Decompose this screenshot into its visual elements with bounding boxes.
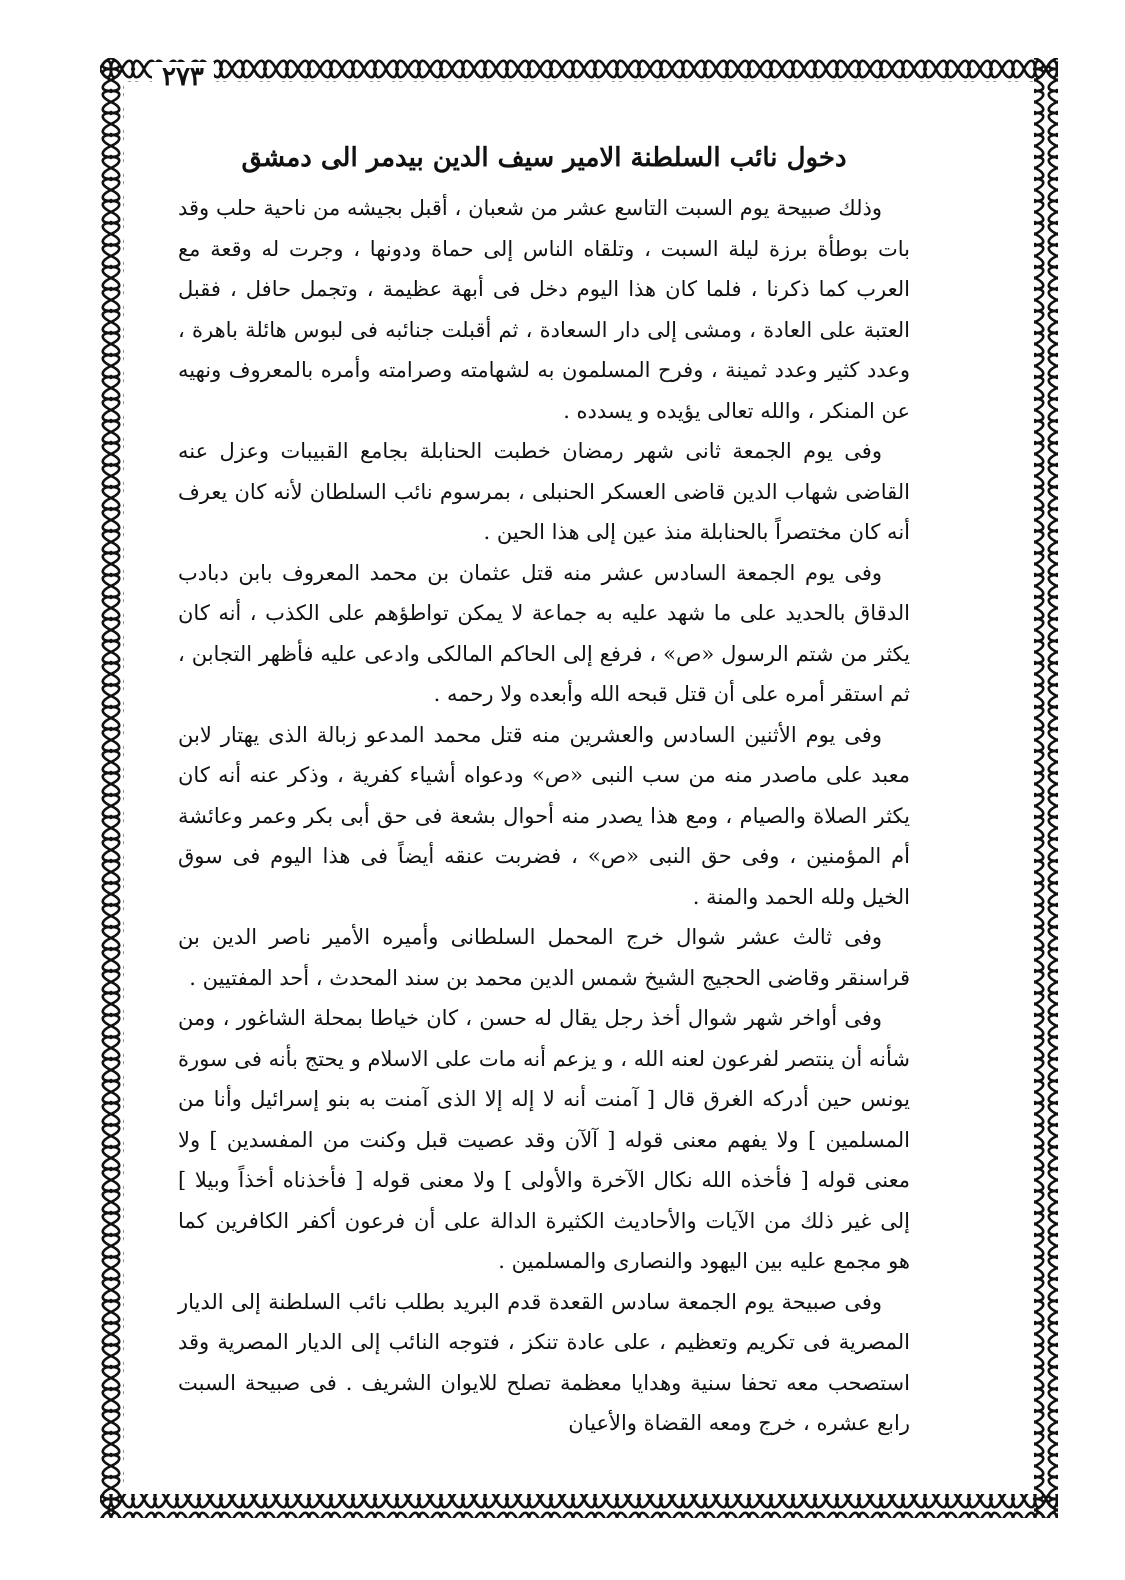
paragraph: وفى صبيحة يوم الجمعة سادس القعدة قدم البريد بطلب نائب السلطنة إلى الديار المصرية فى تكريم وتعظيم ، على عادة تنكز ، فتوجه النائب إلى الديار المصرية وقد استصحب معه تحفا سنية وهدايا معظمة تصلح للايوان الشريف . فى صبيحة السبت رابع عشره ، خرج ومعه القضاة والأعيان [178, 1289, 910, 1435]
page-number: ٢٧٣ [152, 62, 214, 92]
page-body [178, 138, 910, 1444]
paragraph: وفى يوم الجمعة ثانى شهر رمضان خطبت الحنابلة بجامع القبيبات وعزل عنه القاضى شهاب الدين قاضى العسكر الحنبلى ، بمرسوم نائب السلطان لأنه كان يعرف أنه كان مختصراً بالحنابلة منذ عين إلى هذا الحين . [178, 439, 910, 544]
chapter-title: دخول نائب السلطنة الامير سيف الدين بيدمر الى دمشق [241, 143, 847, 173]
paragraph: وفى ثالث عشر شوال خرج المحمل السلطانى وأميره الأمير ناصر الدين بن قراسنقر وقاضى الحجيج الشيخ شمس الدين محمد بن سند المحدث ، أحد المفتيين . [178, 925, 910, 990]
paragraph: وفى يوم الأثنين السادس والعشرين منه قتل محمد المدعو زبالة الذى يهتار لابن معبد على ماصدر منه من سب النبى «ص» ودعواه أشياء كفرية ، وذكر عنه أنه كان يكثر الصلاة والصيام ، ومع هذا يصدر منه أحوال بشعة فى حق أبى بكر وعمر وعائشة أم المؤمنين ، وفى حق النبى «ص» ، فضربت عنقه أيضاً فى هذا اليوم فى سوق الخيل ولله الحمد والمنة . [178, 722, 910, 909]
paragraph: وذلك صبيحة يوم السبت التاسع عشر من شعبان ، أقبل بجيشه من ناحية حلب وقد بات بوطأة برزة ليلة السبت ، وتلقاه الناس إلى حماة ودونها ، وجرت له وقعة مع العرب كما ذكرنا ، فلما كان هذا اليوم دخل فى أبهة عظيمة ، وتجمل حافل ، فقبل العتبة على العادة ، ومشى إلى دار السعادة ، ثم أقبلت جنائبه فى لبوس هائلة باهرة ، وعدد كثير وعدد ثمينة ، وفرح المسلمون به لشهامته وصرامته وأمره بالمعروف ونهيه عن المنكر ، والله تعالى يؤيده و يسدده . [178, 196, 910, 423]
paragraph: وفى أواخر شهر شوال أخذ رجل يقال له حسن ، كان خياطا بمحلة الشاغور ، ومن شأنه أن ينتصر لفرعون لعنه الله ، و يزعم أنه مات على الاسلام و يحتج بأنه فى سورة يونس حين أدركه الغرق قال [ آمنت أنه لا إله إلا الذى آمنت به بنو إسرائيل وأنا من المسلمين ] ولا يفهم معنى قوله [ آلآن وقد عصيت قبل وكنت من المفسدين ] ولا معنى قوله [ فأخذه الله نكال الآخرة والأولى ] ولا معنى قوله [ فأخذناه أخذاً وبيلا ] إلى غير ذلك من الآيات والأحاديث الكثيرة الدالة على أن فرعون أكفر الكافرين كما هو مجمع عليه بين اليهود والنصارى والمسلمين . [178, 1006, 910, 1273]
paragraph: وفى يوم الجمعة السادس عشر منه قتل عثمان بن محمد المعروف بابن دبادب الدقاق بالحديد على ما شهد عليه به جماعة لا يمكن تواطؤهم على الكذب ، أنه كان يكثر من شتم الرسول «ص» ، فرفع إلى الحاكم المالكى وادعى عليه فأظهر التجابن ، ثم استقر أمره على أن قتل قبحه الله وأبعده ولا رحمه . [178, 560, 910, 706]
